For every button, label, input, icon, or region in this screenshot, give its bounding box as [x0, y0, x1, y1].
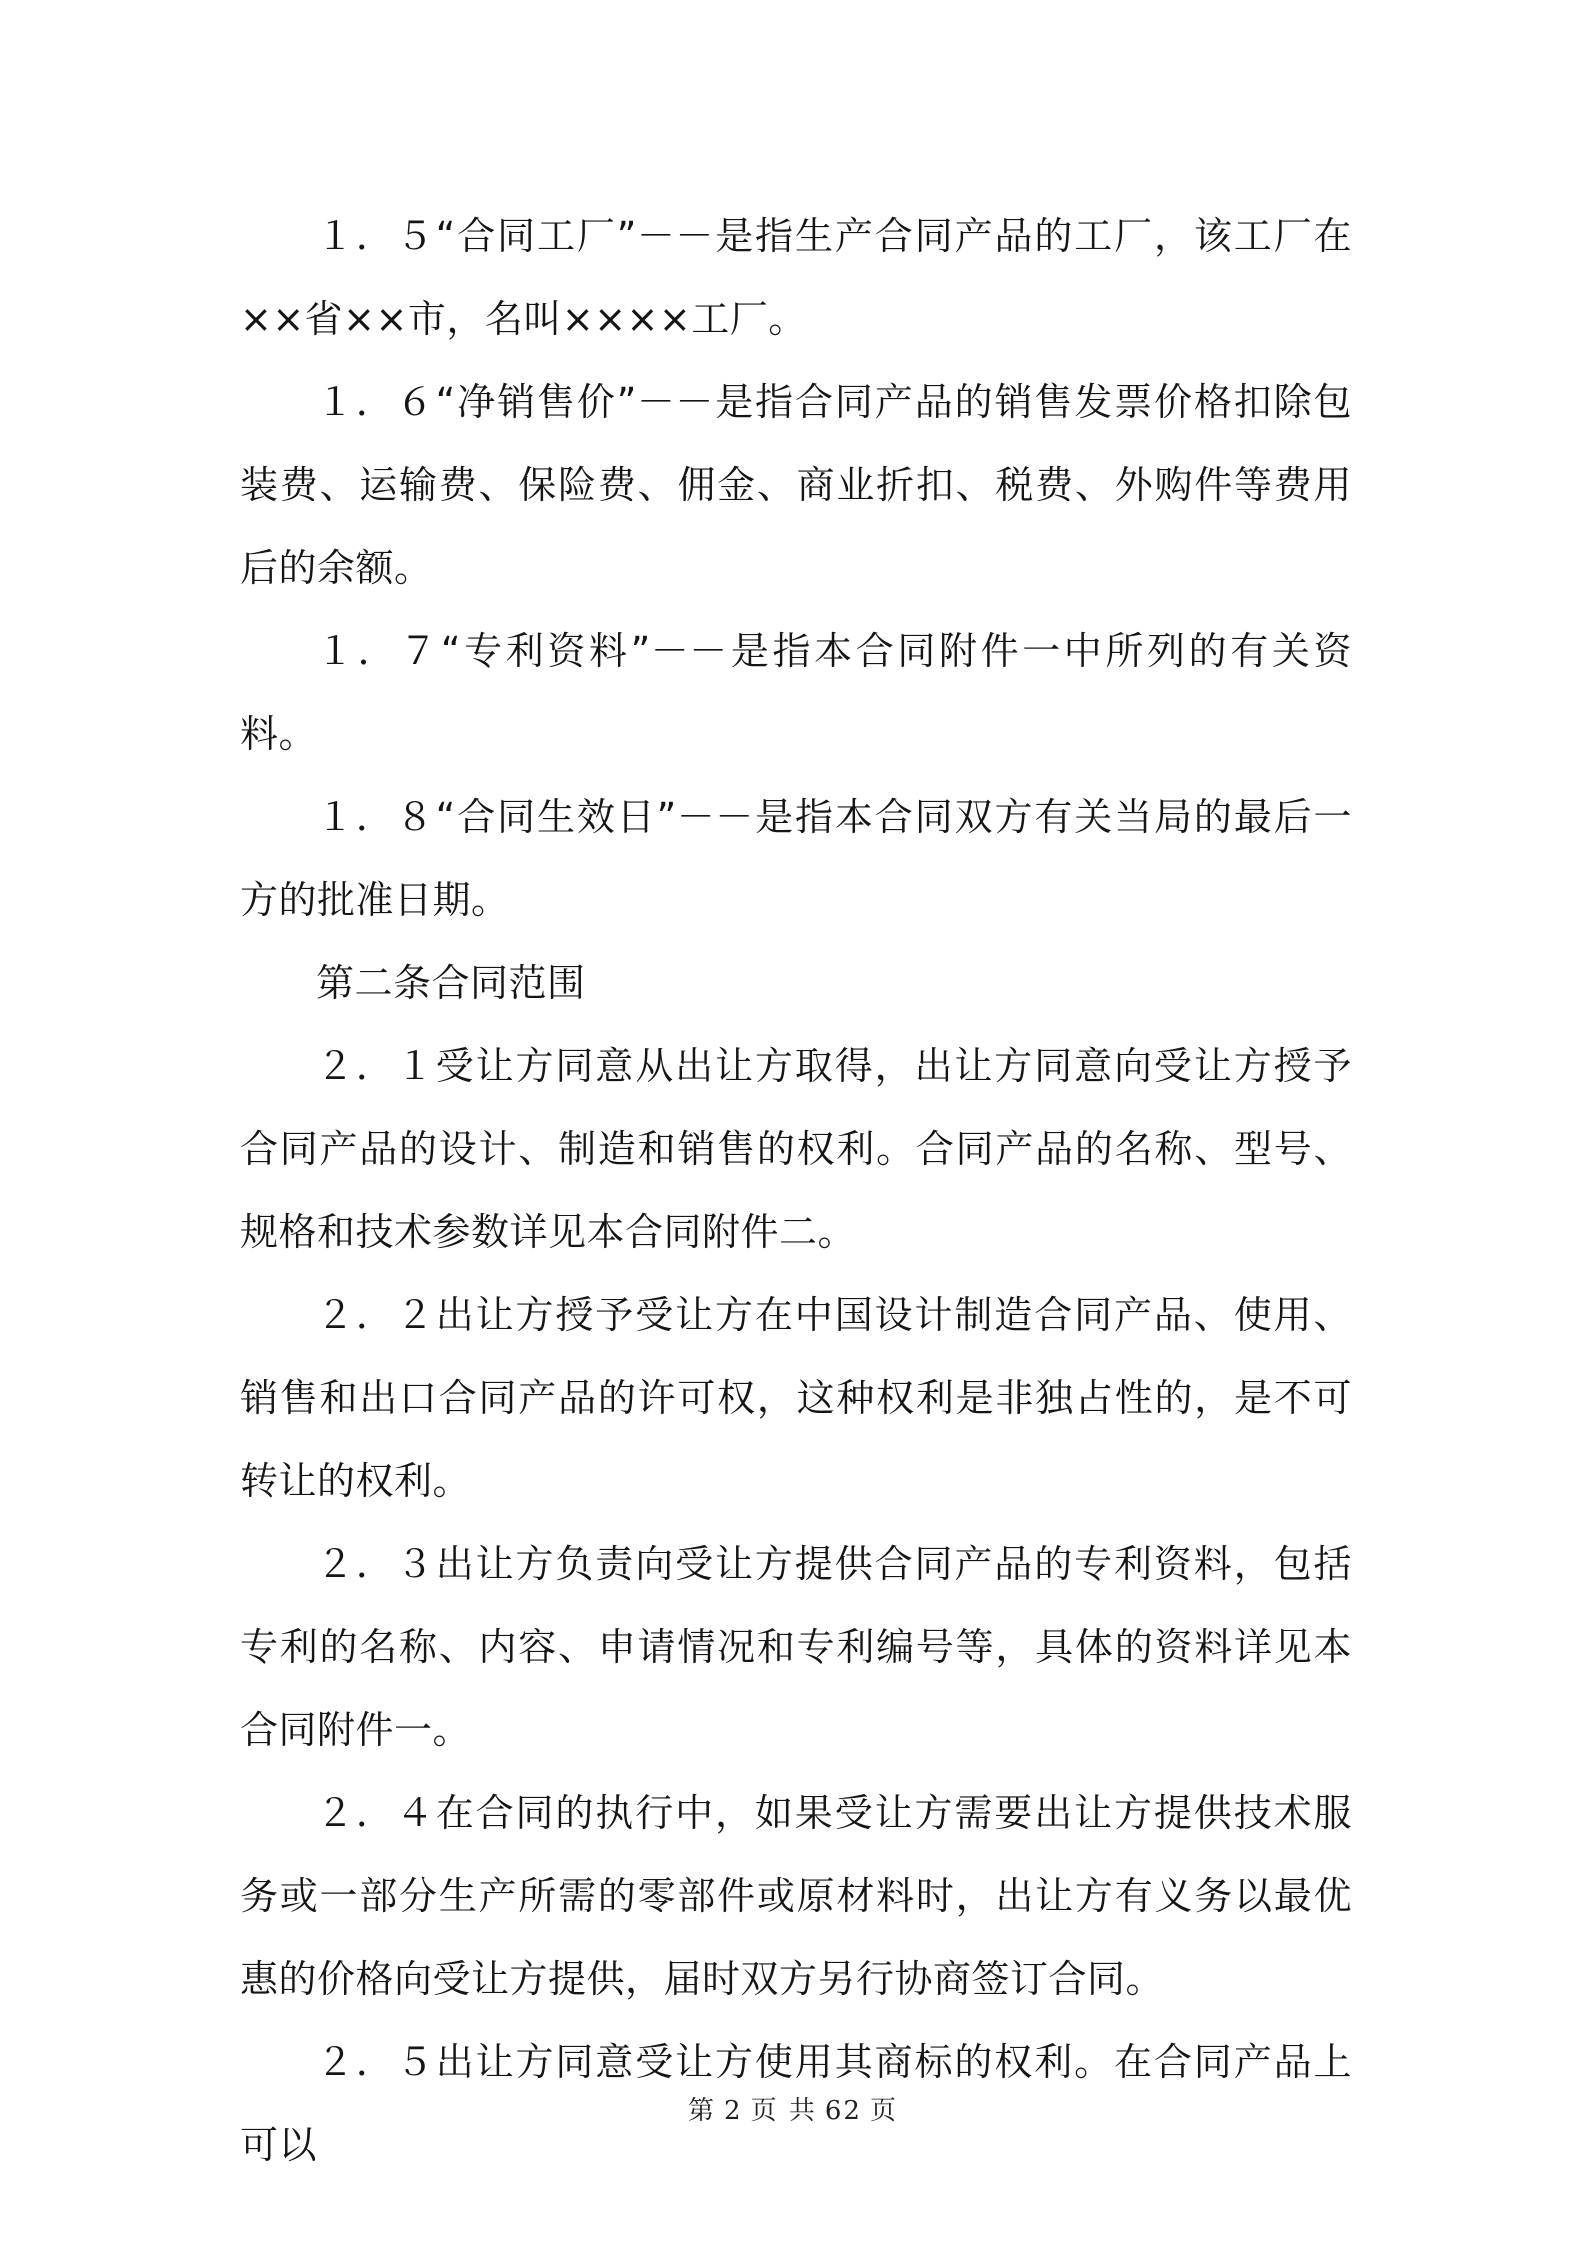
clause-2-3: ２．３出让方负责向受让方提供合同产品的专利资料，包括专利的名称、内容、申请情况和专利编号等，具体的资料详见本合同附件一。	[240, 1542, 1352, 1752]
clause-2-5: ２．５出让方同意受让方使用其商标的权利。在合同产品上可以	[240, 2040, 1352, 2167]
clause-2-2: ２．２出让方授予受让方在中国设计制造合同产品、使用、销售和出口合同产品的许可权，这种权利是非独占性的，是不可转让的权利。	[240, 1293, 1352, 1503]
footer-page-number: 2	[724, 2096, 743, 2126]
clause-1-7: １．７“专利资料”－－是指本合同附件一中所列的有关资料。	[240, 629, 1352, 756]
footer-total-pages: 62	[824, 2096, 862, 2126]
section-heading-article-2: 第二条合同范围	[316, 961, 586, 1005]
page-footer	[0, 2090, 1586, 2127]
clause-1-8: １．８“合同生效日”－－是指本合同双方有关当局的最后一方的批准日期。	[240, 795, 1352, 922]
clause-1-5: １．５“合同工厂”－－是指生产合同产品的工厂，该工厂在××省××市，名叫××××工厂。	[240, 214, 1352, 341]
footer-middle: 页 共	[750, 2096, 817, 2126]
document-body	[240, 195, 1352, 2187]
clause-2-1: ２．１受让方同意从出让方取得，出让方同意向受让方授予合同产品的设计、制造和销售的权利。合同产品的名称、型号、规格和技术参数详见本合同附件二。	[240, 1044, 1352, 1254]
clause-2-4: ２．４在合同的执行中，如果受让方需要出让方提供技术服务或一部分生产所需的零部件或原材料时，出让方有义务以最优惠的价格向受让方提供，届时双方另行协商签订合同。	[240, 1791, 1352, 2001]
footer-prefix: 第	[688, 2096, 717, 2126]
clause-1-6: １．６“净销售价”－－是指合同产品的销售发票价格扣除包装费、运输费、保险费、佣金、商业折扣、税费、外购件等费用后的余额。	[240, 380, 1352, 590]
footer-suffix: 页	[869, 2096, 898, 2126]
